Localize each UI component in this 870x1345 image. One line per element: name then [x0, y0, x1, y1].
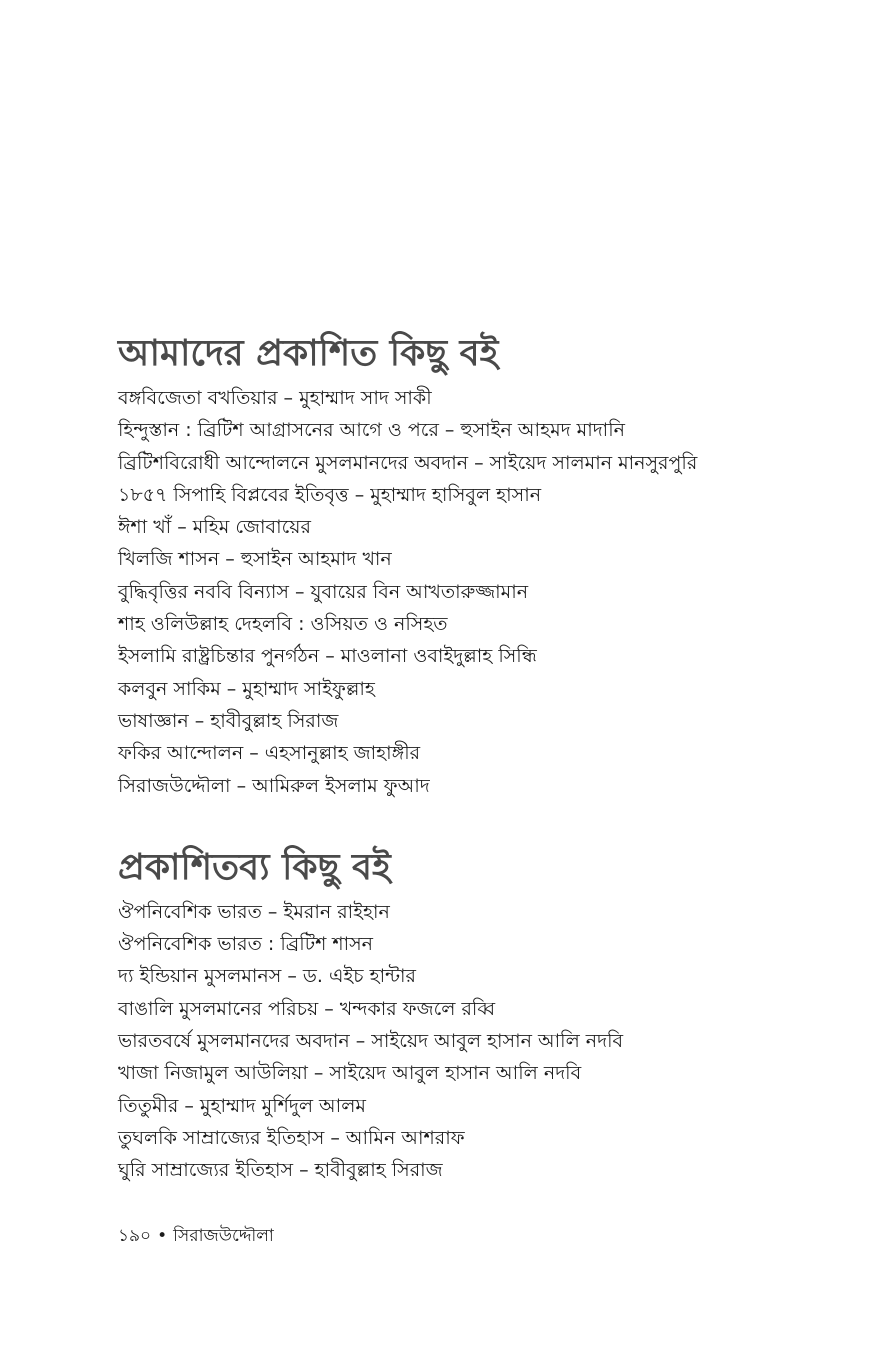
- page-number: ১৯০: [118, 1226, 152, 1246]
- published-books-heading: আমাদের প্রকাশিত কিছু বই: [118, 333, 499, 374]
- forthcoming-books-list: [118, 896, 818, 1187]
- list-item: সিরাজউদ্দৌলা – আমিরুল ইসলাম ফুআদ: [118, 774, 430, 797]
- published-books-section: [118, 330, 818, 802]
- list-item: খাজা নিজামুল আউলিয়া – সাইয়েদ আবুল হাসান আলি নদবি: [118, 1062, 582, 1085]
- list-item: দ্য ইন্ডিয়ান মুসলমানস – ড. এইচ হান্টার: [118, 965, 416, 988]
- list-item: তিতুমীর – মুহাম্মাদ মুর্শিদুল আলম: [118, 1094, 366, 1117]
- list-item: কলবুন সাকিম – মুহাম্মাদ সাইফুল্লাহ: [118, 677, 375, 700]
- forthcoming-books-heading: প্রকাশিতব্য কিছু বই: [118, 846, 391, 888]
- list-item: বঙ্গবিজেতা বখতিয়ার – মুহাম্মাদ সাদ সাকী: [118, 387, 432, 409]
- page-content: [118, 330, 818, 1187]
- list-item: ফকির আন্দোলন – এহসানুল্লাহ জাহাঙ্গীর: [118, 742, 421, 765]
- footer-separator: •: [157, 1226, 168, 1246]
- page-footer: [118, 1225, 274, 1247]
- list-item: তুঘলকি সাম্রাজ্যের ইতিহাস – আমিন আশরাফ: [118, 1126, 465, 1149]
- forthcoming-books-section: [118, 844, 818, 1187]
- list-item: বাঙালি মুসলমানের পরিচয় – খন্দকার ফজলে রব্বি: [118, 997, 496, 1020]
- list-item: ভাষাজ্ঞান – হাবীবুল্লাহ সিরাজ: [118, 709, 339, 732]
- list-item: ঔপনিবেশিক ভারত – ইমরান রাইহান: [118, 900, 390, 923]
- list-item: ঈশা খাঁ – মহিম জোবায়ের: [118, 516, 311, 539]
- published-books-list: [118, 382, 818, 802]
- list-item: ঔপনিবেশিক ভারত : ব্রিটিশ শাসন: [118, 933, 374, 956]
- list-item: ইসলামি রাষ্ট্রচিন্তার পুনর্গঠন – মাওলানা ওবাইদুল্লাহ সিন্ধি: [118, 645, 537, 668]
- list-item: বুদ্ধিবৃত্তির নববি বিন্যাস – যুবায়ের বিন আখতারুজ্জামান: [118, 580, 529, 603]
- list-item: ঘুরি সাম্রাজ্যের ইতিহাস – হাবীবুল্লাহ সিরাজ: [118, 1159, 443, 1182]
- list-item: ১৮৫৭ সিপাহি বিপ্লবের ইতিবৃত্ত – মুহাম্মাদ হাসিবুল হাসান: [118, 483, 542, 506]
- list-item: শাহ ওলিউল্লাহ দেহলবি : ওসিয়ত ও নসিহত: [118, 613, 448, 636]
- running-title: সিরাজউদ্দৌলা: [173, 1226, 274, 1246]
- list-item: হিন্দুস্তান : ব্রিটিশ আগ্রাসনের আগে ও পরে – হুসাইন আহমদ মাদানি: [118, 419, 625, 442]
- list-item: ভারতবর্ষে মুসলমানদের অবদান – সাইয়েদ আবুল হাসান আলি নদবি: [118, 1030, 624, 1053]
- list-item: ব্রিটিশবিরোধী আন্দোলনে মুসলমানদের অবদান – সাইয়েদ সালমান মানসুরপুরি: [118, 451, 698, 474]
- list-item: খিলজি শাসন – হুসাইন আহমাদ খান: [118, 548, 392, 571]
